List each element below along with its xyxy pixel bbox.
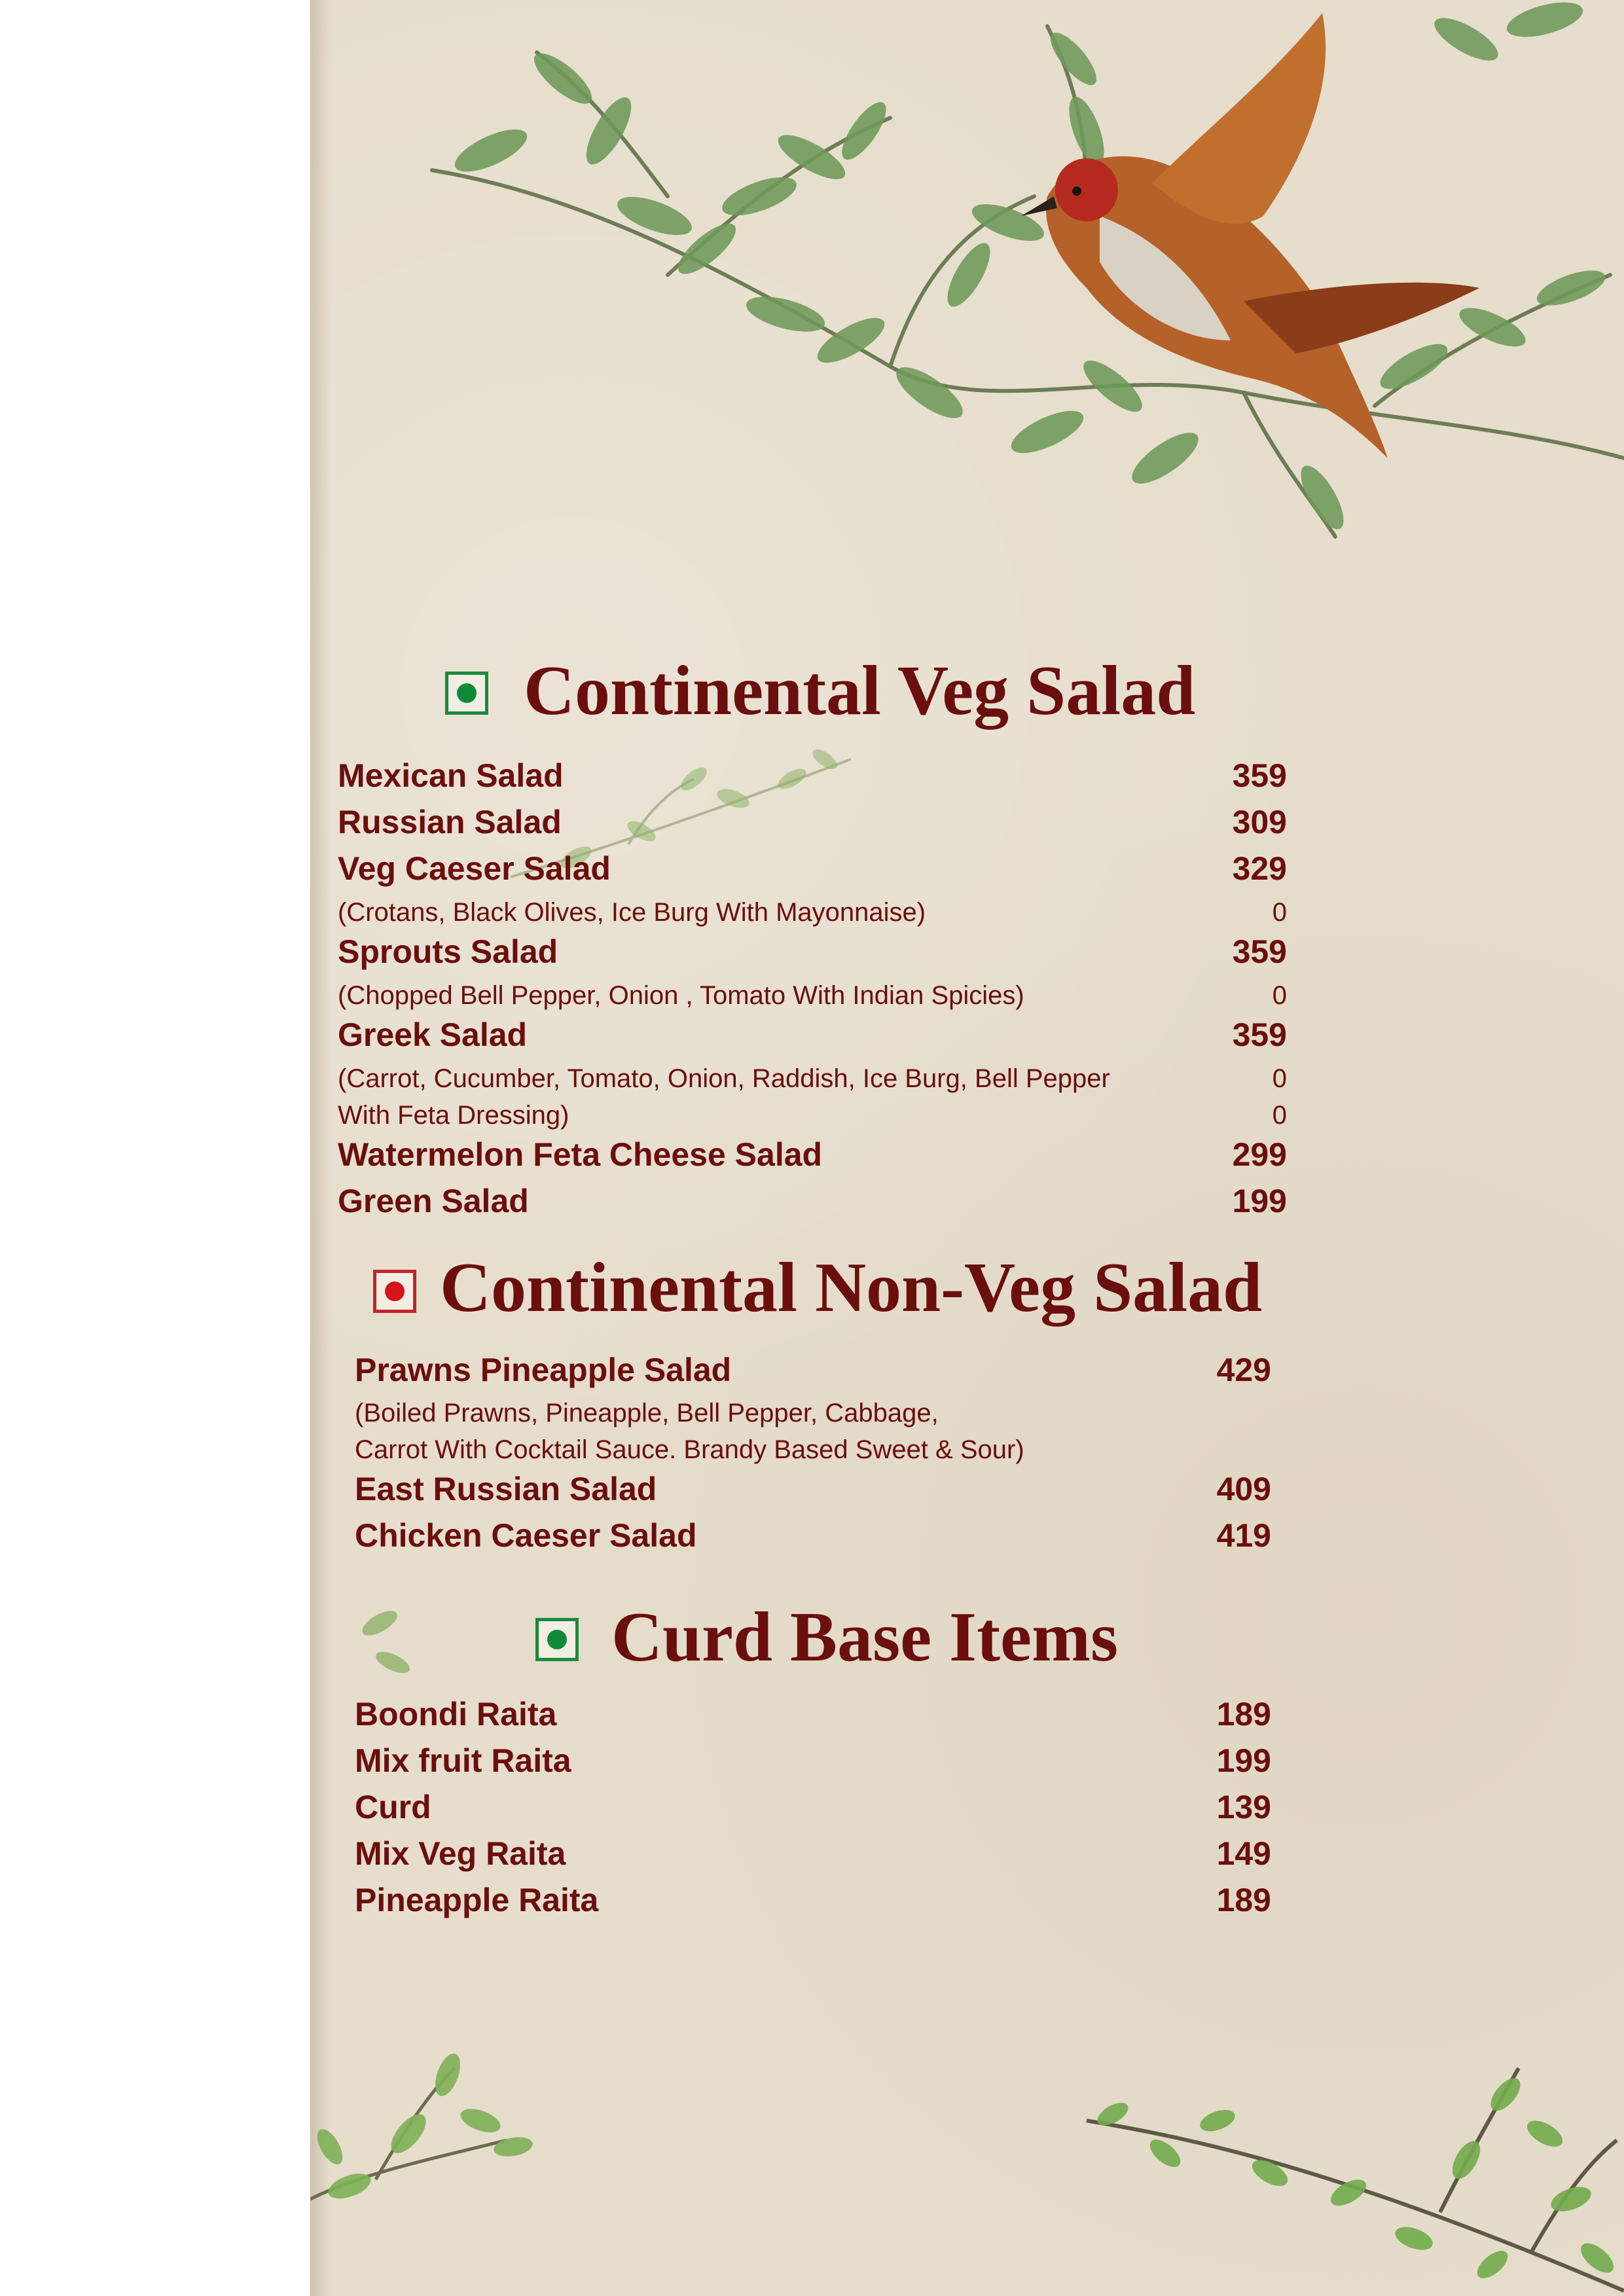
menu-item	[338, 1182, 1287, 1228]
item-price: 299	[1232, 1136, 1287, 1173]
menu-item	[338, 803, 1287, 849]
item-name: Russian Salad	[338, 804, 562, 840]
item-name: Chicken Caeser Salad	[355, 1517, 697, 1554]
top-branch-illustration	[393, 0, 1624, 563]
item-price: 329	[1232, 850, 1287, 887]
item-price: 359	[1232, 933, 1287, 970]
menu-item-description	[355, 1399, 1271, 1435]
veg-icon	[445, 672, 488, 715]
item-price: 199	[1216, 1742, 1271, 1779]
item-name: Greek Salad	[338, 1016, 528, 1053]
menu-item	[355, 1351, 1271, 1397]
section-title-continental-veg-salad: Continental Veg Salad	[524, 652, 1196, 730]
item-name: Mexican Salad	[338, 757, 564, 794]
item-price: 199	[1232, 1183, 1287, 1219]
menu-item	[338, 850, 1287, 895]
item-description: Carrot With Cocktail Sauce. Brandy Based Sweet & Sour)	[355, 1435, 1024, 1464]
page-edge-shadow	[310, 0, 330, 2296]
menu-item	[338, 1016, 1287, 1062]
bottom-right-branch-illustration	[1074, 2042, 1624, 2296]
item-description: With Feta Dressing)	[338, 1101, 569, 1130]
item-price: 0	[1272, 981, 1287, 1010]
item-price: 189	[1216, 1882, 1271, 1918]
item-price: 189	[1216, 1696, 1271, 1732]
menu-item	[355, 1516, 1271, 1562]
item-description: (Boiled Prawns, Pineapple, Bell Pepper, Cabbage,	[355, 1399, 939, 1427]
item-name: Prawns Pineapple Salad	[355, 1352, 732, 1388]
item-description: (Crotans, Black Olives, Ice Burg With Mayonnaise)	[338, 898, 926, 927]
section-title-curd-base-items: Curd Base Items	[611, 1598, 1118, 1676]
leaf-sprig-left-illustration	[340, 1597, 419, 1689]
menu-item	[338, 757, 1287, 802]
menu-item-description	[338, 1101, 1287, 1138]
item-name: Sprouts Salad	[338, 933, 558, 970]
item-description: (Carrot, Cucumber, Tomato, Onion, Raddish, Ice Burg, Bell Pepper	[338, 1064, 1110, 1093]
item-price: 0	[1272, 1101, 1287, 1130]
menu-item	[355, 1881, 1271, 1927]
item-name: Boondi Raita	[355, 1696, 557, 1732]
menu-item	[355, 1470, 1271, 1516]
item-name: Mix fruit Raita	[355, 1742, 571, 1779]
non-veg-icon	[373, 1270, 416, 1313]
item-description: (Chopped Bell Pepper, Onion , Tomato With Indian Spicies)	[338, 981, 1024, 1010]
menu-item-description	[338, 898, 1287, 935]
veg-dot	[457, 683, 477, 703]
veg-dot	[547, 1630, 567, 1649]
item-price: 0	[1272, 898, 1287, 927]
menu-item	[355, 1695, 1271, 1741]
item-price: 419	[1216, 1517, 1271, 1554]
menu-item-description	[338, 1064, 1287, 1101]
veg-icon	[535, 1618, 579, 1661]
section-title-continental-non-veg-salad: Continental Non-Veg Salad	[440, 1249, 1263, 1327]
non-veg-dot	[385, 1282, 405, 1301]
item-price: 429	[1216, 1352, 1271, 1388]
item-price: 149	[1216, 1835, 1271, 1872]
menu-item-description	[355, 1435, 1271, 1472]
item-price: 0	[1272, 1064, 1287, 1093]
item-price: 409	[1216, 1471, 1271, 1507]
menu-item	[338, 933, 1287, 978]
menu-item	[338, 1136, 1287, 1181]
item-price: 309	[1232, 804, 1287, 840]
menu-item	[355, 1788, 1271, 1834]
item-name: East Russian Salad	[355, 1471, 657, 1507]
item-name: Mix Veg Raita	[355, 1835, 566, 1872]
item-price: 359	[1232, 1016, 1287, 1053]
bottom-left-branch-illustration	[310, 2016, 559, 2225]
item-name: Green Salad	[338, 1183, 529, 1219]
item-name: Watermelon Feta Cheese Salad	[338, 1136, 823, 1173]
menu-item	[355, 1835, 1271, 1880]
menu-item	[355, 1742, 1271, 1787]
item-price: 359	[1232, 757, 1287, 794]
item-name: Curd	[355, 1789, 431, 1825]
item-price: 139	[1216, 1789, 1271, 1825]
item-name: Veg Caeser Salad	[338, 850, 611, 887]
menu-item-description	[338, 981, 1287, 1018]
item-name: Pineapple Raita	[355, 1882, 599, 1918]
